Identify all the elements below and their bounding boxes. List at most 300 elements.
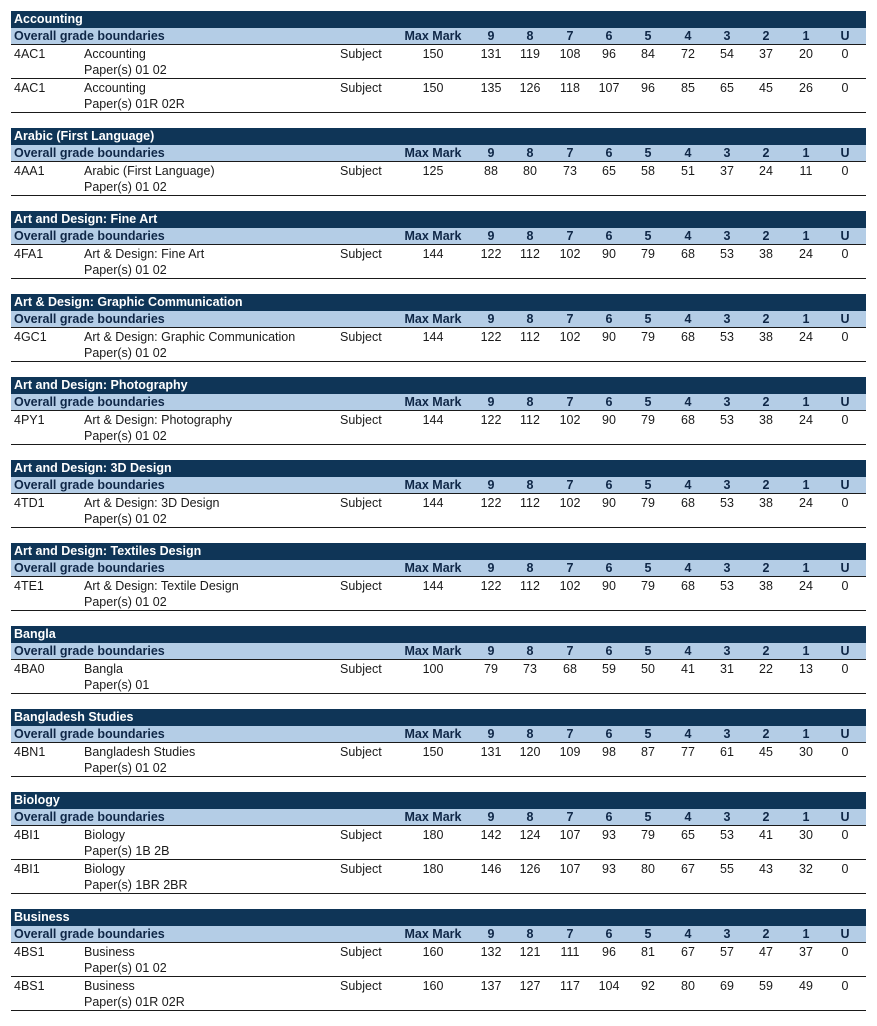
grade-boundary-value: 37 xyxy=(720,164,734,178)
grade-boundary-value: 112 xyxy=(520,413,540,427)
subject-code: 4GC1 xyxy=(14,330,47,344)
grade-boundary-value: 90 xyxy=(602,330,616,344)
grade-header: 5 xyxy=(644,810,652,824)
grade-boundary-value: 24 xyxy=(799,247,813,261)
max-mark-header: Max Mark xyxy=(404,229,462,243)
grade-header: U xyxy=(840,561,850,575)
subject-title: Bangladesh Studies xyxy=(84,745,196,759)
grade-boundary-value: 112 xyxy=(520,330,540,344)
grade-header: 6 xyxy=(605,561,613,575)
max-mark-value: 160 xyxy=(422,945,444,959)
grade-header: 2 xyxy=(762,927,770,941)
grade-header: 9 xyxy=(487,229,495,243)
grade-header: 3 xyxy=(723,146,731,160)
grade-header: 7 xyxy=(566,561,574,575)
grade-header: 6 xyxy=(605,395,613,409)
grade-boundary-value: 102 xyxy=(559,247,581,261)
qualification-type: Subject xyxy=(340,413,382,427)
grade-header: U xyxy=(840,727,850,741)
grade-boundary-value: 68 xyxy=(681,413,695,427)
max-mark-value: 144 xyxy=(422,413,444,427)
grade-header: 6 xyxy=(605,810,613,824)
grade-boundary-value: 0 xyxy=(841,413,849,427)
grade-boundary-value: 90 xyxy=(602,579,616,593)
grade-boundary-value: 50 xyxy=(641,662,655,676)
subject-section xyxy=(11,792,866,894)
grade-boundary-value: 38 xyxy=(759,579,773,593)
subject-code: 4BN1 xyxy=(14,745,46,759)
overall-grade-boundaries-label: Overall grade boundaries xyxy=(14,312,165,326)
grade-boundary-value: 38 xyxy=(759,413,773,427)
grade-boundary-value: 102 xyxy=(559,330,581,344)
grade-header: 4 xyxy=(684,478,692,492)
grade-header: 2 xyxy=(762,395,770,409)
grade-boundary-value: 20 xyxy=(799,47,813,61)
paper-list: Paper(s) 01 02 xyxy=(84,761,167,775)
grade-boundary-value: 24 xyxy=(799,579,813,593)
grade-header: 7 xyxy=(566,727,574,741)
grade-boundary-value: 122 xyxy=(480,330,502,344)
column-header-row xyxy=(11,311,866,328)
grade-boundary-value: 41 xyxy=(681,662,695,676)
grade-header: 7 xyxy=(566,312,574,326)
max-mark-value: 180 xyxy=(422,862,444,876)
grade-boundary-value: 43 xyxy=(759,862,773,876)
section-title: Business xyxy=(11,909,866,926)
section-title: Art and Design: Photography xyxy=(11,377,866,394)
subject-code: 4AC1 xyxy=(14,81,46,95)
grade-boundary-value: 30 xyxy=(799,828,813,842)
grade-header: 9 xyxy=(487,146,495,160)
grade-boundary-value: 102 xyxy=(559,413,581,427)
overall-grade-boundaries-label: Overall grade boundaries xyxy=(14,727,165,741)
column-header-row xyxy=(11,394,866,411)
paper-list: Paper(s) 01R 02R xyxy=(84,97,185,111)
grade-boundary-value: 0 xyxy=(841,745,849,759)
grade-boundary-value: 90 xyxy=(602,496,616,510)
subject-title: Accounting xyxy=(84,81,146,95)
qualification-type: Subject xyxy=(340,662,382,676)
grade-boundary-value: 126 xyxy=(519,81,541,95)
grade-header: 8 xyxy=(526,146,534,160)
grade-boundary-value: 98 xyxy=(602,745,616,759)
grade-header: 3 xyxy=(723,229,731,243)
grade-header: 9 xyxy=(487,644,495,658)
grade-boundary-value: 0 xyxy=(841,862,849,876)
grade-header: 5 xyxy=(644,727,652,741)
max-mark-value: 100 xyxy=(422,662,444,676)
grade-header: 5 xyxy=(644,29,652,43)
grade-boundary-value: 53 xyxy=(720,413,734,427)
subject-title: Business xyxy=(84,979,135,993)
grade-boundary-value: 47 xyxy=(759,945,773,959)
grade-header: U xyxy=(840,312,850,326)
grade-header: 2 xyxy=(762,810,770,824)
grade-header: 5 xyxy=(644,644,652,658)
grade-boundary-value: 117 xyxy=(560,979,580,993)
grade-boundary-value: 38 xyxy=(759,247,773,261)
max-mark-value: 144 xyxy=(422,496,444,510)
grade-boundary-value: 26 xyxy=(799,81,813,95)
grade-header: 1 xyxy=(802,146,810,160)
qualification-type: Subject xyxy=(340,247,382,261)
section-title: Art and Design: Fine Art xyxy=(11,211,866,228)
grade-header: 8 xyxy=(526,644,534,658)
grade-header: 1 xyxy=(802,927,810,941)
qualification-type: Subject xyxy=(340,164,382,178)
grade-boundary-value: 80 xyxy=(641,862,655,876)
grade-header: 3 xyxy=(723,927,731,941)
grade-boundary-value: 22 xyxy=(759,662,773,676)
max-mark-value: 160 xyxy=(422,979,444,993)
grade-header: 9 xyxy=(487,927,495,941)
grade-boundary-value: 122 xyxy=(480,579,502,593)
paper-list: Paper(s) 01 xyxy=(84,678,150,692)
subject-title: Biology xyxy=(84,828,125,842)
grade-boundary-value: 41 xyxy=(759,828,773,842)
subject-code: 4BA0 xyxy=(14,662,45,676)
section-title: Accounting xyxy=(11,11,866,28)
grade-boundary-value: 107 xyxy=(559,828,581,842)
grade-header: 4 xyxy=(684,395,692,409)
table-row xyxy=(11,162,866,196)
grade-header: 9 xyxy=(487,395,495,409)
grade-header: 4 xyxy=(684,229,692,243)
column-header-row xyxy=(11,809,866,826)
grade-boundary-value: 72 xyxy=(681,47,695,61)
grade-header: U xyxy=(840,395,850,409)
grade-boundary-value: 84 xyxy=(641,47,655,61)
paper-list: Paper(s) 01 02 xyxy=(84,429,167,443)
grade-header: 1 xyxy=(802,644,810,658)
grade-header: 7 xyxy=(566,395,574,409)
paper-list: Paper(s) 1BR 2BR xyxy=(84,878,188,892)
grade-header: 7 xyxy=(566,29,574,43)
grade-boundary-value: 127 xyxy=(519,979,541,993)
grade-boundary-value: 135 xyxy=(480,81,502,95)
column-header-row xyxy=(11,560,866,577)
table-row xyxy=(11,577,866,611)
table-row xyxy=(11,660,866,694)
grade-header: 9 xyxy=(487,29,495,43)
grade-header: 3 xyxy=(723,644,731,658)
grade-boundary-value: 118 xyxy=(560,81,580,95)
max-mark-value: 150 xyxy=(422,745,444,759)
grade-boundary-value: 120 xyxy=(519,745,541,759)
subject-title: Arabic (First Language) xyxy=(84,164,215,178)
grade-header: 8 xyxy=(526,927,534,941)
grade-header: 4 xyxy=(684,312,692,326)
grade-header: 7 xyxy=(566,478,574,492)
grade-boundary-value: 80 xyxy=(681,979,695,993)
max-mark-header: Max Mark xyxy=(404,927,462,941)
section-title: Art & Design: Graphic Communication xyxy=(11,294,866,311)
grade-header: 9 xyxy=(487,312,495,326)
grade-boundary-value: 112 xyxy=(520,496,540,510)
grade-boundary-value: 79 xyxy=(641,828,655,842)
subject-title: Business xyxy=(84,945,135,959)
subject-code: 4AC1 xyxy=(14,47,46,61)
grade-boundary-value: 79 xyxy=(641,413,655,427)
max-mark-header: Max Mark xyxy=(404,561,462,575)
grade-boundary-value: 112 xyxy=(520,579,540,593)
grade-header: 9 xyxy=(487,478,495,492)
grade-header: 6 xyxy=(605,927,613,941)
grade-header: 4 xyxy=(684,29,692,43)
subject-section xyxy=(11,211,866,279)
grade-header: 2 xyxy=(762,146,770,160)
qualification-type: Subject xyxy=(340,47,382,61)
grade-header: 1 xyxy=(802,810,810,824)
grade-boundary-value: 142 xyxy=(480,828,502,842)
grade-header: 4 xyxy=(684,727,692,741)
grade-header: 4 xyxy=(684,146,692,160)
subject-title: Art & Design: Graphic Communication xyxy=(84,330,296,344)
qualification-type: Subject xyxy=(340,862,382,876)
grade-boundary-value: 24 xyxy=(799,330,813,344)
grade-header: 1 xyxy=(802,395,810,409)
qualification-type: Subject xyxy=(340,81,382,95)
grade-header: 3 xyxy=(723,395,731,409)
subject-title: Accounting xyxy=(84,47,146,61)
grade-boundary-value: 79 xyxy=(641,330,655,344)
grade-header: 5 xyxy=(644,229,652,243)
grade-header: 6 xyxy=(605,29,613,43)
subject-code: 4TD1 xyxy=(14,496,45,510)
max-mark-header: Max Mark xyxy=(404,478,462,492)
section-title: Arabic (First Language) xyxy=(11,128,866,145)
grade-boundary-value: 104 xyxy=(598,979,620,993)
grade-header: 2 xyxy=(762,644,770,658)
grade-header: 8 xyxy=(526,229,534,243)
overall-grade-boundaries-label: Overall grade boundaries xyxy=(14,810,165,824)
grade-boundary-value: 77 xyxy=(681,745,695,759)
grade-boundary-value: 68 xyxy=(681,247,695,261)
grade-header: 5 xyxy=(644,927,652,941)
table-row xyxy=(11,45,866,79)
column-header-row xyxy=(11,643,866,660)
grade-header: 9 xyxy=(487,727,495,741)
column-header-row xyxy=(11,145,866,162)
grade-boundary-value: 90 xyxy=(602,247,616,261)
max-mark-header: Max Mark xyxy=(404,644,462,658)
grade-boundary-value: 79 xyxy=(484,662,498,676)
grade-boundary-value: 79 xyxy=(641,247,655,261)
grade-boundary-value: 73 xyxy=(523,662,537,676)
subject-section xyxy=(11,377,866,445)
grade-boundary-value: 45 xyxy=(759,81,773,95)
grade-boundary-value: 65 xyxy=(602,164,616,178)
grade-boundary-value: 68 xyxy=(681,579,695,593)
grade-boundary-value: 13 xyxy=(799,662,813,676)
table-row xyxy=(11,79,866,113)
grade-boundary-value: 146 xyxy=(480,862,502,876)
grade-boundary-value: 121 xyxy=(519,945,541,959)
subject-code: 4AA1 xyxy=(14,164,45,178)
max-mark-header: Max Mark xyxy=(404,395,462,409)
grade-boundary-value: 0 xyxy=(841,828,849,842)
grade-header: 2 xyxy=(762,229,770,243)
subject-code: 4BS1 xyxy=(14,979,45,993)
grade-header: 6 xyxy=(605,478,613,492)
grade-header: 3 xyxy=(723,29,731,43)
table-row xyxy=(11,860,866,894)
section-title: Art and Design: Textiles Design xyxy=(11,543,866,560)
grade-boundary-value: 131 xyxy=(480,47,502,61)
grade-header: 5 xyxy=(644,561,652,575)
subject-title: Art & Design: Photography xyxy=(84,413,232,427)
grade-header: 5 xyxy=(644,146,652,160)
max-mark-value: 150 xyxy=(422,47,444,61)
grade-boundary-value: 0 xyxy=(841,247,849,261)
grade-boundary-value: 96 xyxy=(602,945,616,959)
grade-boundary-value: 93 xyxy=(602,828,616,842)
grade-boundary-value: 69 xyxy=(720,979,734,993)
subject-code: 4BI1 xyxy=(14,828,40,842)
grade-boundary-value: 24 xyxy=(759,164,773,178)
max-mark-value: 150 xyxy=(422,81,444,95)
max-mark-value: 144 xyxy=(422,330,444,344)
grade-header: 4 xyxy=(684,644,692,658)
max-mark-header: Max Mark xyxy=(404,29,462,43)
grade-boundary-value: 0 xyxy=(841,979,849,993)
grade-header: 3 xyxy=(723,727,731,741)
grade-header: U xyxy=(840,810,850,824)
grade-boundary-value: 30 xyxy=(799,745,813,759)
overall-grade-boundaries-label: Overall grade boundaries xyxy=(14,146,165,160)
grade-header: 5 xyxy=(644,395,652,409)
grade-boundary-value: 126 xyxy=(519,862,541,876)
table-row xyxy=(11,411,866,445)
grade-header: 3 xyxy=(723,312,731,326)
max-mark-value: 180 xyxy=(422,828,444,842)
max-mark-header: Max Mark xyxy=(404,727,462,741)
grade-boundary-value: 37 xyxy=(759,47,773,61)
grade-header: 5 xyxy=(644,312,652,326)
subject-section xyxy=(11,543,866,611)
subject-section xyxy=(11,128,866,196)
grade-boundary-value: 53 xyxy=(720,496,734,510)
subject-code: 4BS1 xyxy=(14,945,45,959)
grade-boundary-value: 59 xyxy=(759,979,773,993)
grade-boundary-value: 102 xyxy=(559,496,581,510)
section-title: Bangladesh Studies xyxy=(11,709,866,726)
grade-header: 3 xyxy=(723,810,731,824)
grade-boundary-value: 67 xyxy=(681,945,695,959)
grade-boundary-value: 53 xyxy=(720,247,734,261)
overall-grade-boundaries-label: Overall grade boundaries xyxy=(14,395,165,409)
grade-boundary-value: 65 xyxy=(681,828,695,842)
grade-boundary-value: 0 xyxy=(841,164,849,178)
grade-header: U xyxy=(840,146,850,160)
grade-boundary-value: 79 xyxy=(641,579,655,593)
grade-boundary-value: 57 xyxy=(720,945,734,959)
qualification-type: Subject xyxy=(340,945,382,959)
subject-section xyxy=(11,709,866,777)
subject-section xyxy=(11,294,866,362)
grade-boundary-value: 0 xyxy=(841,81,849,95)
overall-grade-boundaries-label: Overall grade boundaries xyxy=(14,927,165,941)
subject-title: Art & Design: Textile Design xyxy=(84,579,239,593)
grade-boundary-value: 122 xyxy=(480,496,502,510)
max-mark-value: 125 xyxy=(422,164,444,178)
max-mark-header: Max Mark xyxy=(404,810,462,824)
table-row xyxy=(11,494,866,528)
column-header-row xyxy=(11,477,866,494)
table-row xyxy=(11,328,866,362)
grade-header: 8 xyxy=(526,478,534,492)
grade-boundary-value: 61 xyxy=(720,745,734,759)
overall-grade-boundaries-label: Overall grade boundaries xyxy=(14,644,165,658)
section-title: Bangla xyxy=(11,626,866,643)
subject-code: 4TE1 xyxy=(14,579,44,593)
qualification-type: Subject xyxy=(340,745,382,759)
grade-header: 1 xyxy=(802,478,810,492)
grade-boundary-value: 24 xyxy=(799,496,813,510)
section-title: Biology xyxy=(11,792,866,809)
subject-code: 4BI1 xyxy=(14,862,40,876)
grade-header: 4 xyxy=(684,927,692,941)
max-mark-value: 144 xyxy=(422,579,444,593)
qualification-type: Subject xyxy=(340,330,382,344)
grade-boundary-value: 102 xyxy=(559,579,581,593)
qualification-type: Subject xyxy=(340,496,382,510)
grade-header: U xyxy=(840,229,850,243)
grade-boundary-value: 81 xyxy=(641,945,655,959)
paper-list: Paper(s) 1B 2B xyxy=(84,844,170,858)
grade-boundary-value: 87 xyxy=(641,745,655,759)
qualification-type: Subject xyxy=(340,828,382,842)
grade-header: U xyxy=(840,927,850,941)
grade-boundary-value: 58 xyxy=(641,164,655,178)
grade-boundary-value: 49 xyxy=(799,979,813,993)
grade-boundary-value: 85 xyxy=(681,81,695,95)
grade-header: 8 xyxy=(526,561,534,575)
grade-boundary-value: 0 xyxy=(841,47,849,61)
grade-boundary-value: 68 xyxy=(563,662,577,676)
subject-title: Art & Design: 3D Design xyxy=(84,496,220,510)
grade-boundary-value: 0 xyxy=(841,662,849,676)
grade-boundary-value: 67 xyxy=(681,862,695,876)
subject-section xyxy=(11,11,866,113)
paper-list: Paper(s) 01 02 xyxy=(84,512,167,526)
grade-header: 2 xyxy=(762,727,770,741)
subject-section xyxy=(11,909,866,1011)
grade-header: 1 xyxy=(802,29,810,43)
grade-boundary-value: 51 xyxy=(681,164,695,178)
grade-boundary-value: 53 xyxy=(720,828,734,842)
paper-list: Paper(s) 01 02 xyxy=(84,263,167,277)
grade-boundary-value: 119 xyxy=(520,47,540,61)
grade-boundary-value: 112 xyxy=(520,247,540,261)
grade-header: 2 xyxy=(762,478,770,492)
grade-boundary-value: 137 xyxy=(480,979,502,993)
grade-header: 1 xyxy=(802,727,810,741)
subject-title: Biology xyxy=(84,862,125,876)
grade-boundary-value: 65 xyxy=(720,81,734,95)
grade-header: 8 xyxy=(526,29,534,43)
subject-section xyxy=(11,460,866,528)
grade-boundary-value: 96 xyxy=(602,47,616,61)
grade-boundary-value: 132 xyxy=(480,945,502,959)
overall-grade-boundaries-label: Overall grade boundaries xyxy=(14,561,165,575)
grade-boundary-value: 45 xyxy=(759,745,773,759)
table-row xyxy=(11,826,866,860)
max-mark-header: Max Mark xyxy=(404,312,462,326)
grade-header: 7 xyxy=(566,146,574,160)
grade-header: 7 xyxy=(566,927,574,941)
grade-header: 6 xyxy=(605,727,613,741)
